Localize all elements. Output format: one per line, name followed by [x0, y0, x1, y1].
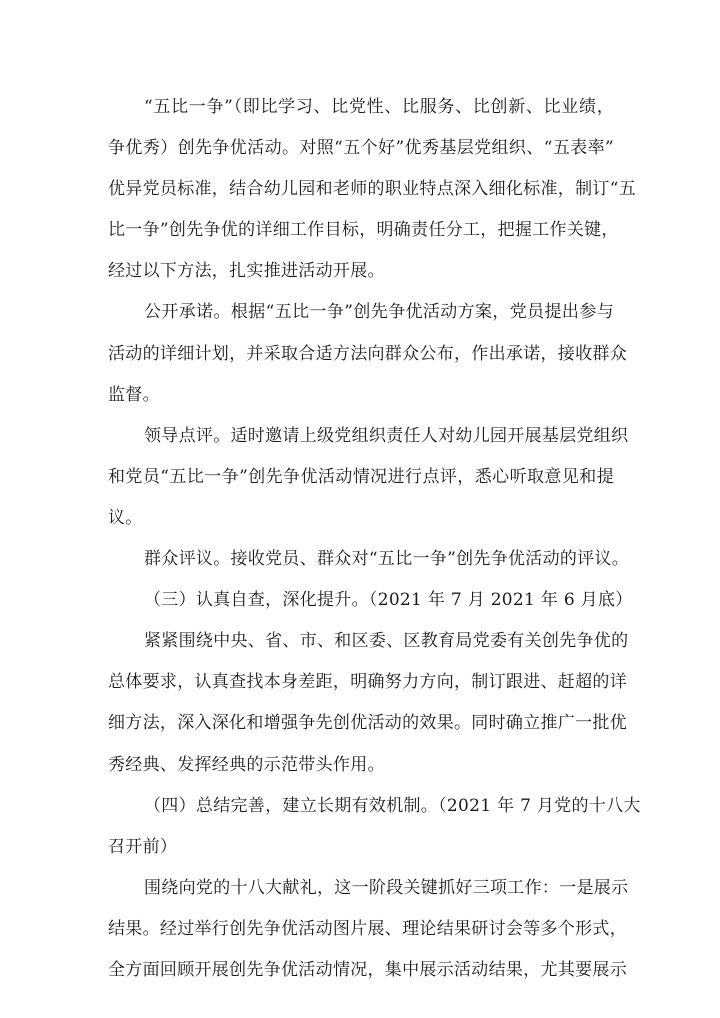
text-line: 议。 [108, 507, 143, 528]
text-line: 领导点评。适时邀请上级党组织责任人对幼儿园开展基层党组织 [144, 425, 629, 446]
text-line: 活动的详细计划，并采取合适方法向群众公布，作出承诺，接收群众 [108, 343, 627, 364]
text-line: 召开前） [108, 836, 178, 857]
section-heading: （四）总结完善，建立长期有效机制。（2021 年 7 月党的十八大 [144, 795, 641, 816]
text-line: 争优秀）创先争优活动。对照“五个好”优秀基层党组织、“五表率” [108, 138, 614, 159]
text-line: 全方面回顾开展创先争优活动情况，集中展示活动结果，尤其要展示 [108, 959, 627, 980]
text-line: 优异党员标准，结合幼儿园和老师的职业特点深入细化标准，制订“五 [108, 179, 636, 200]
text-line: 群众评议。接收党员、群众对“五比一争”创先争优活动的评议。 [144, 549, 630, 570]
text-line: 比一争”创先争优的详细工作目标，明确责任分工，把握工作关键， [108, 220, 619, 241]
text-line: 监督。 [108, 384, 160, 405]
document-body [108, 87, 641, 991]
text-line: “五比一争”（即比学习、比党性、比服务、比创新、比业绩， [144, 97, 614, 117]
section-heading: （三）认真自查，深化提升。（2021 年 7 月 2021 年 6 月底） [144, 590, 633, 611]
text-line: 秀经典、发挥经典的示范带头作用。 [108, 754, 385, 775]
text-line: 结果。经过举行创先争优活动图片展、理论结果研讨会等多个形式， [108, 918, 627, 939]
text-line: 总体要求，认真查找本身差距，明确努力方向，制订跟进、赶超的详 [108, 672, 627, 693]
text-line: 经过以下方法，扎实推进活动开展。 [108, 261, 385, 282]
text-line: 围绕向党的十八大献礼，这一阶段关键抓好三项工作：一是展示 [144, 877, 629, 898]
text-line: 和党员“五比一争”创先争优活动情况进行点评，悉心听取意见和提 [108, 466, 614, 487]
text-line: 公开承诺。根据“五比一争”创先争优活动方案，党员提出参与 [144, 302, 614, 323]
text-line: 细方法，深入深化和增强争先创优活动的效果。同时确立推广一批优 [108, 713, 627, 734]
text-line: 紧紧围绕中央、省、市、和区委、区教育局党委有关创先争优的 [144, 631, 629, 652]
